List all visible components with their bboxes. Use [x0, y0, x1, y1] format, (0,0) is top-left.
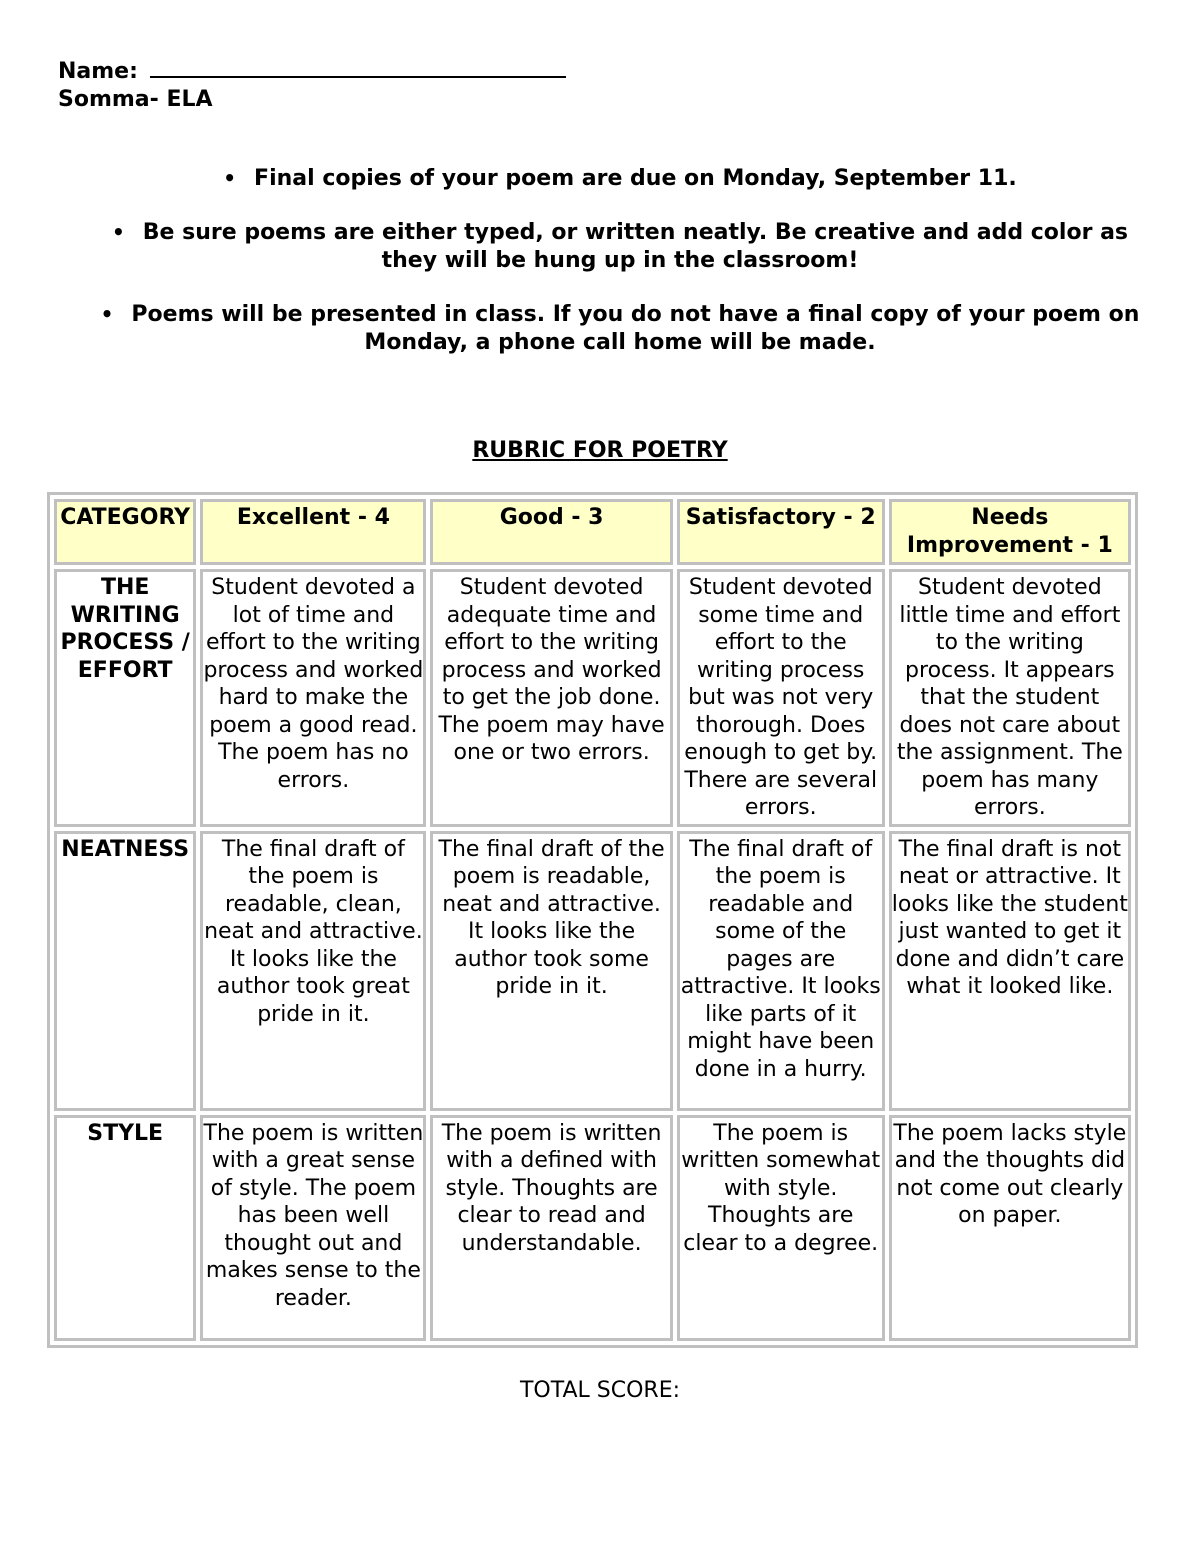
name-row: [58, 56, 566, 86]
bullet-icon: •: [223, 166, 237, 190]
table-cell: The poem is written with a defined with style. Thoughts are clear to read and understandable.: [430, 1115, 672, 1341]
header-satisfactory: Satisfactory - 2: [677, 499, 885, 565]
category-cell: STYLE: [54, 1115, 196, 1341]
table-row: [54, 831, 1131, 1111]
class-label: Somma- ELA: [58, 87, 213, 112]
table-cell: The poem is written with a great sense of style. The poem has been well thought out and makes sense to the reader.: [200, 1115, 426, 1341]
name-label: Name:: [58, 59, 138, 84]
table-cell: Student devoted some time and effort to the writing process but was not very thorough. Does enough to get by. There are several errors.: [677, 569, 885, 827]
rubric-header-row: [54, 499, 1131, 565]
table-cell: Student devoted a lot of time and effort to the writing process and worked hard to make the poem a good read. The poem has no errors.: [200, 569, 426, 827]
rubric-table: [47, 492, 1138, 1348]
header-category: CATEGORY: [54, 499, 196, 565]
bullet-icon: •: [100, 302, 114, 326]
name-blank-line: [150, 56, 566, 78]
table-cell: Student devoted adequate time and effort to the writing process and worked to get the job done. The poem may have one or two errors.: [430, 569, 672, 827]
document-header: [58, 56, 566, 114]
total-score-label: TOTAL SCORE:: [519, 1378, 681, 1403]
rubric-title: RUBRIC FOR POETRY: [472, 438, 728, 463]
category-cell: THE WRITING PROCESS / EFFORT: [54, 569, 196, 827]
table-row: [54, 1115, 1131, 1341]
instruction-text: Final copies of your poem are due on Monday, September 11.: [254, 166, 1017, 191]
header-excellent: Excellent - 4: [200, 499, 426, 565]
bullet-icon: •: [111, 220, 125, 244]
category-cell: NEATNESS: [54, 831, 196, 1111]
table-cell: The poem is written somewhat with style. Thoughts are clear to a degree.: [677, 1115, 885, 1341]
instruction-text: Be sure poems are either typed, or written neatly. Be creative and add color as they will be hung up in the classroom!: [142, 220, 1129, 273]
table-cell: The final draft is not neat or attractive. It looks like the student just wanted to get it done and didn’t care what it looked like.: [889, 831, 1131, 1111]
table-cell: The final draft of the poem is readable, neat and attractive. It looks like the author took some pride in it.: [430, 831, 672, 1111]
instruction-item: [100, 164, 1140, 193]
table-cell: Student devoted little time and effort to the writing process. It appears that the student does not care about the assignment. The poem has many errors.: [889, 569, 1131, 827]
instructions-list: [100, 164, 1140, 382]
instruction-item: [100, 300, 1140, 357]
table-cell: The final draft of the poem is readable, clean, neat and attractive. It looks like the author took great pride in it.: [200, 831, 426, 1111]
header-good: Good - 3: [430, 499, 672, 565]
table-cell: The poem lacks style and the thoughts did not come out clearly on paper.: [889, 1115, 1131, 1341]
header-needs-improvement: Needs Improvement - 1: [889, 499, 1131, 565]
table-cell: The final draft of the poem is readable and some of the pages are attractive. It looks like parts of it might have been done in a hurry.: [677, 831, 885, 1111]
instruction-item: [100, 218, 1140, 275]
table-row: [54, 569, 1131, 827]
instruction-text: Poems will be presented in class. If you do not have a final copy of your poem on Monday, a phone call home will be made.: [131, 302, 1140, 355]
